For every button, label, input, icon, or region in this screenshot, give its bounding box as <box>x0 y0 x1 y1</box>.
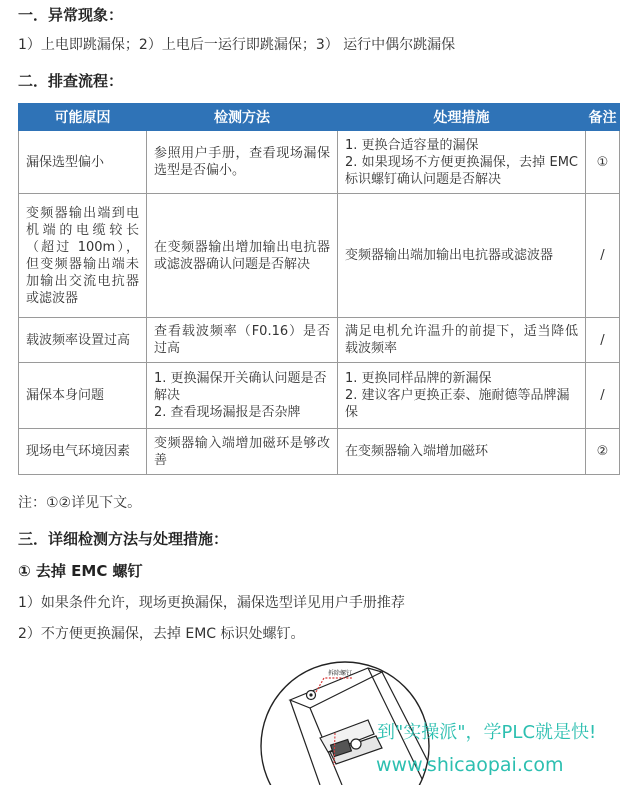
cause-cell: 载波频率设置过高 <box>19 318 147 363</box>
emc-screw-center <box>309 693 312 696</box>
action-cell <box>338 363 586 429</box>
header-method: 检测方法 <box>147 104 338 131</box>
action-cell: 满足电机允许温升的前提下，适当降低载波频率 <box>338 318 586 363</box>
header-note: 备注 <box>586 104 620 131</box>
watermark-url: www.shicaopai.com <box>376 754 564 776</box>
action-cell <box>338 131 586 194</box>
symptom-text: 1）上电即跳漏保；2）上电后一运行即跳漏保；3） 运行中偶尔跳漏保 <box>18 37 456 53</box>
note-cell: ② <box>586 429 620 475</box>
callout-label: 拆除螺钉 <box>328 671 353 677</box>
table-header-row <box>19 104 620 131</box>
section-1-title: 一．异常现象： <box>18 6 124 24</box>
action-line: 2. 如果现场不方便更换漏保，去掉 EMC 标识螺钉确认问题是否解决 <box>345 154 578 187</box>
method-cell: 在变频器输出增加输出电抗器或滤波器确认问题是否解决 <box>147 194 338 318</box>
action-cell: 在变频器输入端增加磁环 <box>338 429 586 475</box>
action-line: 1. 更换同样品牌的新漏保 <box>345 371 492 386</box>
method-cell: 参照用户手册，查看现场漏保选型是否偏小。 <box>147 131 338 194</box>
cause-cell: 变频器输出端到电机端的电缆较长（超过 100m），但变频器输出端未加输出交流电抗器或滤波器 <box>19 194 147 318</box>
section-3-subtitle: ① 去掉 EMC 螺钉 <box>18 562 143 580</box>
cause-cell: 漏保本身问题 <box>19 363 147 429</box>
table-row <box>19 131 620 194</box>
detail-item-1: 1）如果条件允许，现场更换漏保，漏保选型详见用户手册推荐 <box>18 595 405 611</box>
note-cell: ① <box>586 131 620 194</box>
method-cell: 查看载波频率（F0.16）是否过高 <box>147 318 338 363</box>
method-cell <box>147 363 338 429</box>
header-cause: 可能原因 <box>19 104 147 131</box>
note-cell: / <box>586 363 620 429</box>
section-3-title: 三．详细检测方法与处理措施： <box>18 530 229 548</box>
section-2-title: 二．排查流程： <box>18 72 124 90</box>
detail-item-2: 2）不方便更换漏保，去掉 EMC 标识处螺钉。 <box>18 626 305 642</box>
table-row <box>19 194 620 318</box>
note-cell: / <box>586 318 620 363</box>
table-row <box>19 429 620 475</box>
watermark-slogan: 到"实操派"，学PLC就是快! <box>377 722 597 743</box>
method-cell: 变频器输入端增加磁环是够改善 <box>147 429 338 475</box>
note-cell: / <box>586 194 620 318</box>
troubleshooting-table <box>18 103 620 475</box>
action-cell: 变频器输出端加输出电抗器或滤波器 <box>338 194 586 318</box>
table-footnote: 注：①②详见下文。 <box>18 495 142 511</box>
table-row <box>19 363 620 429</box>
method-line: 2. 查看现场漏报是否杂牌 <box>154 405 301 420</box>
method-line: 1. 更换漏保开关确认问题是否解决 <box>154 371 327 403</box>
bracket-hole <box>351 739 361 749</box>
header-action: 处理措施 <box>338 104 586 131</box>
action-line: 1. 更换合适容量的漏保 <box>345 137 479 153</box>
table-row <box>19 318 620 363</box>
action-line: 2. 建议客户更换正泰、施耐德等品牌漏保 <box>345 388 570 420</box>
cause-cell: 现场电气环境因素 <box>19 429 147 475</box>
cause-cell: 漏保选型偏小 <box>19 131 147 194</box>
